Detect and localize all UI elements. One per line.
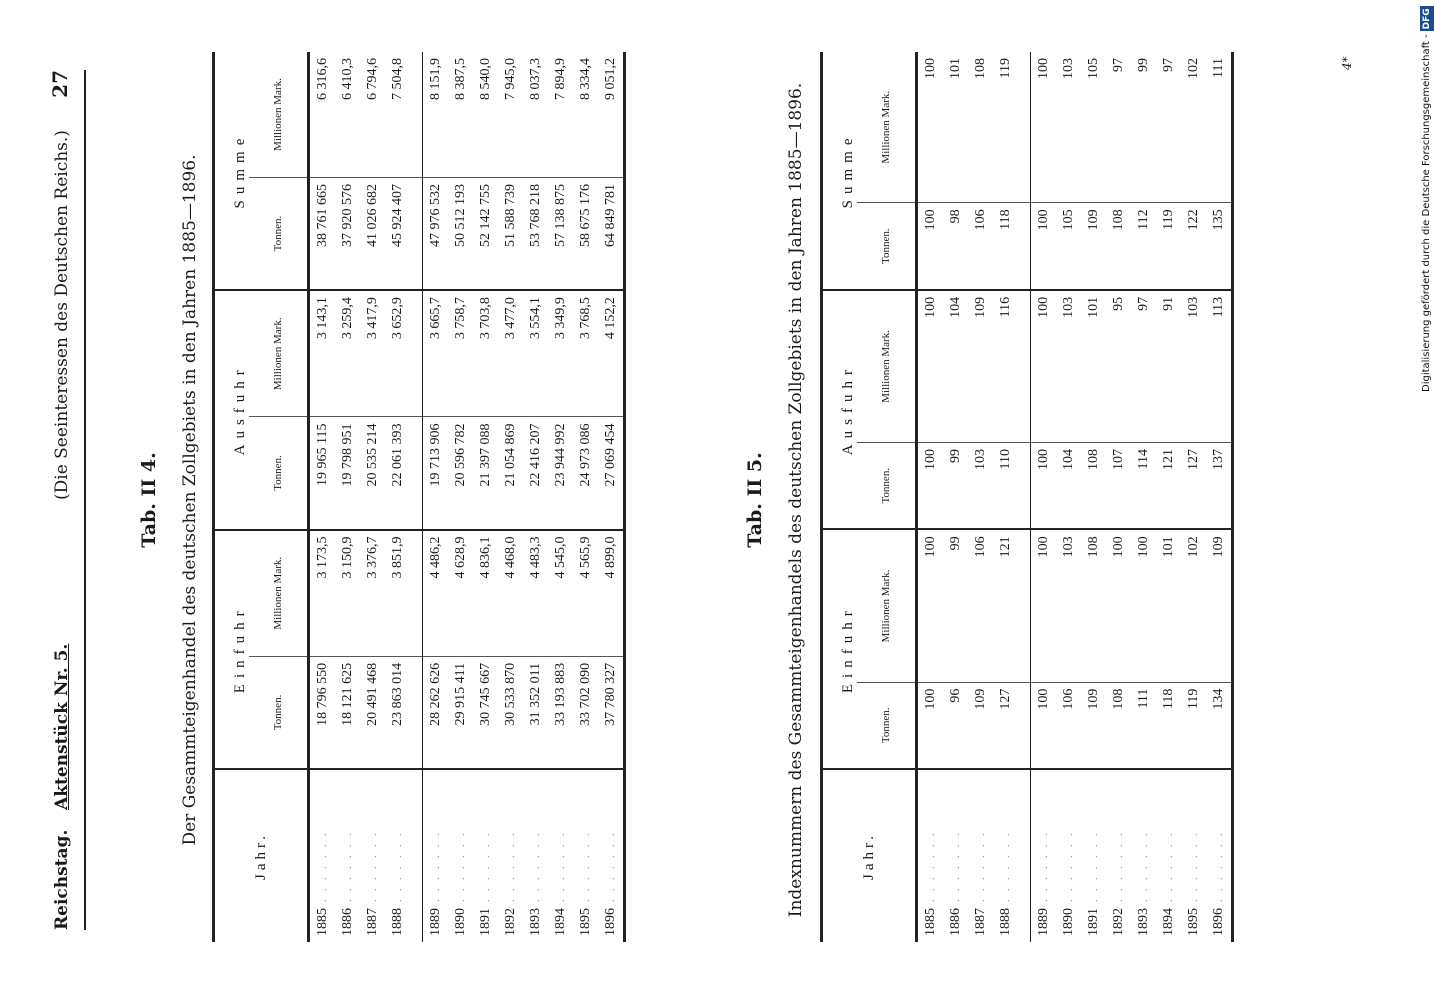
million-marks-cell: 103 (1056, 52, 1081, 203)
million-marks-cell: 7 504,8 (385, 52, 410, 177)
year-cell: 1885. . . . . . . (314, 830, 330, 936)
million-marks-cell: 4 468,0 (498, 530, 523, 657)
tons-cell: 109 (968, 682, 993, 769)
index-numbers-table (820, 52, 1234, 942)
tons-cell: 108 (1106, 203, 1131, 290)
million-marks-cell: 8 540,0 (473, 52, 498, 177)
year-cell: 1887. . . . . . . (364, 830, 380, 936)
tons-cell: 100 (1031, 203, 1057, 290)
table-row (1181, 52, 1206, 942)
subheader-million-marks: Millionen Mark. (249, 52, 309, 177)
million-marks-cell: 99 (943, 529, 968, 682)
tons-cell: 64 849 781 (598, 177, 625, 290)
group-header-einfuhr: Einfuhr (214, 530, 250, 769)
tons-cell: 119 (1156, 203, 1181, 290)
million-marks-cell: 7 894,9 (548, 52, 573, 177)
million-marks-cell: 99 (1131, 52, 1156, 203)
subheader-tons: Tonnen. (249, 177, 309, 290)
year-cell: 1886. . . . . . . (947, 830, 963, 936)
tons-cell: 37 920 576 (335, 177, 360, 290)
million-marks-cell: 3 143,1 (309, 290, 336, 417)
million-marks-cell: 97 (1156, 52, 1181, 203)
header-left: Reichstag. (52, 829, 72, 930)
leader-dots: . . . . . . . (925, 830, 937, 902)
tons-cell: 20 491 468 (360, 656, 385, 769)
tons-cell: 38 761 665 (309, 177, 336, 290)
tons-cell: 23 863 014 (385, 656, 410, 769)
leader-dots: . . . . . . . (1113, 830, 1125, 902)
year-cell: 1889. . . . . . . (427, 830, 443, 936)
tons-cell: 21 397 088 (473, 417, 498, 530)
year-cell: 1893. . . . . . . (527, 830, 543, 936)
million-marks-cell: 4 152,2 (598, 290, 625, 417)
tons-cell: 100 (917, 443, 944, 530)
million-marks-cell: 4 565,9 (573, 530, 598, 657)
million-marks-cell: 6 410,3 (335, 52, 360, 177)
million-marks-cell: 4 545,0 (548, 530, 573, 657)
tons-cell: 18 121 625 (335, 656, 360, 769)
table-row (1106, 52, 1131, 942)
tons-cell: 119 (1181, 682, 1206, 769)
tons-cell: 96 (943, 682, 968, 769)
header-middle: Aktenstück Nr. 5. (52, 643, 72, 810)
subheader-million-marks: Millionen Mark. (249, 530, 309, 657)
tons-cell: 127 (1181, 443, 1206, 530)
table-row (360, 52, 385, 942)
million-marks-cell: 102 (1181, 52, 1206, 203)
tons-cell: 52 142 755 (473, 177, 498, 290)
million-marks-cell: 109 (1206, 529, 1233, 682)
tons-cell: 53 768 218 (523, 177, 548, 290)
million-marks-cell: 9 051,2 (598, 52, 625, 177)
million-marks-cell: 3 758,7 (448, 290, 473, 417)
million-marks-cell: 8 037,3 (523, 52, 548, 177)
table1-caption: Der Gesammteigenhandel des deutschen Zollgebiets in den Jahren 1885—1896. (180, 154, 200, 846)
million-marks-cell: 8 334,4 (573, 52, 598, 177)
tons-cell: 50 512 193 (448, 177, 473, 290)
million-marks-cell: 6 794,6 (360, 52, 385, 177)
year-cell: 1896. . . . . . . (1206, 769, 1233, 942)
leader-dots: . . . . . . . (1038, 830, 1050, 902)
million-marks-cell: 3 376,7 (360, 530, 385, 657)
tons-cell: 105 (1056, 203, 1081, 290)
tons-cell: 106 (1056, 682, 1081, 769)
table-row (1031, 52, 1057, 942)
tons-cell: 98 (943, 203, 968, 290)
running-header (48, 70, 80, 930)
table2-title: Tab. II 5. (744, 452, 766, 548)
million-marks-cell: 3 768,5 (573, 290, 598, 417)
tons-cell: 37 780 327 (598, 656, 625, 769)
million-marks-cell: 101 (943, 52, 968, 203)
table-row (573, 52, 598, 942)
tons-cell: 109 (1081, 203, 1106, 290)
tons-cell: 127 (993, 682, 1018, 769)
group-header-ausfuhr: Ausfuhr (214, 290, 250, 529)
tons-cell: 30 745 667 (473, 656, 498, 769)
year-cell: 1893. . . . . . . (1135, 830, 1151, 936)
tons-cell: 137 (1206, 443, 1233, 530)
year-cell: 1892. . . . . . . (1110, 830, 1126, 936)
table-row (448, 52, 473, 942)
tons-cell: 19 798 951 (335, 417, 360, 530)
subheader-tons: Tonnen. (857, 203, 917, 290)
table-row (943, 52, 968, 942)
table-row (385, 52, 410, 942)
million-marks-cell: 106 (968, 529, 993, 682)
table-row (1156, 52, 1181, 942)
table2-body (917, 52, 1233, 942)
leader-dots: . . . . . . . (1163, 830, 1175, 902)
year-cell: 1896. . . . . . . (598, 769, 625, 942)
tons-cell: 47 976 532 (423, 177, 449, 290)
year-cell: 1885. . . . . . . (922, 830, 938, 936)
tons-cell: 114 (1131, 443, 1156, 530)
million-marks-cell: 4 899,0 (598, 530, 625, 657)
tons-cell: 45 924 407 (385, 177, 410, 290)
year-header: Jahr. (822, 769, 917, 942)
million-marks-cell: 3 259,4 (335, 290, 360, 417)
table-row (548, 52, 573, 942)
tons-cell: 100 (1031, 682, 1057, 769)
year-cell: 1888. . . . . . . (389, 830, 405, 936)
year-cell: 1890. . . . . . . (1060, 830, 1076, 936)
subheader-tons: Tonnen. (249, 417, 309, 530)
tons-cell: 22 416 207 (523, 417, 548, 530)
tons-cell: 18 796 550 (309, 656, 336, 769)
million-marks-cell: 104 (943, 290, 968, 443)
subheader-tons: Tonnen. (857, 443, 917, 530)
table-row (498, 52, 523, 942)
table-row (1081, 52, 1106, 942)
tons-cell: 108 (1081, 443, 1106, 530)
digitization-credit (1412, 0, 1434, 1000)
table-row (1131, 52, 1156, 942)
leader-dots: . . . . . . . (430, 830, 442, 902)
leader-dots: . . . . . . . (1000, 830, 1012, 902)
tons-cell: 118 (993, 203, 1018, 290)
group-header-summe: Summe (214, 52, 250, 290)
tons-cell: 29 915 411 (448, 656, 473, 769)
tons-cell: 100 (917, 682, 944, 769)
tons-cell: 134 (1206, 682, 1233, 769)
million-marks-cell: 103 (1056, 290, 1081, 443)
tons-cell: 23 944 992 (548, 417, 573, 530)
dfg-logo: DFG (1422, 8, 1432, 30)
table-row (335, 52, 360, 942)
million-marks-cell: 100 (1131, 529, 1156, 682)
leader-dots: . . . . . . . (975, 830, 987, 902)
leader-dots: . . . . . . . (392, 830, 404, 902)
tons-cell: 122 (1181, 203, 1206, 290)
tons-cell: 103 (968, 443, 993, 530)
year-cell: 1890. . . . . . . (452, 830, 468, 936)
leader-dots: . . . . . . . (530, 830, 542, 902)
million-marks-cell: 100 (1031, 529, 1057, 682)
table-row (523, 52, 548, 942)
period-separator (410, 52, 423, 942)
table1-body (309, 52, 625, 942)
leader-dots: . . . . . . . (1138, 830, 1150, 902)
million-marks-cell: 113 (1206, 290, 1233, 443)
table-row (1056, 52, 1081, 942)
subheader-million-marks: Millionen Mark. (249, 290, 309, 417)
tons-cell: 19 965 115 (309, 417, 336, 530)
year-cell: 1895. . . . . . . (1185, 830, 1201, 936)
year-cell: 1894. . . . . . . (1160, 830, 1176, 936)
tons-cell: 21 054 869 (498, 417, 523, 530)
tons-cell: 27 069 454 (598, 417, 625, 530)
tons-cell: 20 596 782 (448, 417, 473, 530)
subheader-million-marks: Millionen Mark. (857, 529, 917, 682)
million-marks-cell: 6 316,6 (309, 52, 336, 177)
million-marks-cell: 108 (1081, 529, 1106, 682)
leader-dots: . . . . . . . (1063, 830, 1075, 902)
million-marks-cell: 119 (993, 52, 1018, 203)
credit-text: Digitalisierung gefördert durch die Deutsche Forschungsgemeinschaft - (1421, 34, 1432, 392)
tons-cell: 107 (1106, 443, 1131, 530)
tons-cell: 108 (1106, 682, 1131, 769)
tons-cell: 109 (1081, 682, 1106, 769)
year-cell: 1894. . . . . . . (552, 830, 568, 936)
group-header-einfuhr: Einfuhr (822, 529, 858, 769)
million-marks-cell: 121 (993, 529, 1018, 682)
million-marks-cell: 111 (1206, 52, 1233, 203)
leader-dots: . . . . . . . (1188, 830, 1200, 902)
group-header-ausfuhr: Ausfuhr (822, 290, 858, 530)
million-marks-cell: 3 665,7 (423, 290, 449, 417)
leader-dots: . . . . . . . (555, 830, 567, 902)
subheader-million-marks: Millionen Mark. (857, 290, 917, 443)
leader-dots: . . . . . . . (480, 830, 492, 902)
table1-title: Tab. II 4. (138, 452, 160, 548)
million-marks-cell: 3 703,8 (473, 290, 498, 417)
tons-cell: 41 026 682 (360, 177, 385, 290)
header-right: (Die Seeinteressen des Deutschen Reichs.) (52, 130, 72, 500)
tons-cell: 58 675 176 (573, 177, 598, 290)
tons-cell: 112 (1131, 203, 1156, 290)
subheader-tons: Tonnen. (857, 682, 917, 769)
leader-dots: . . . . . . . (1213, 830, 1225, 902)
tons-cell: 31 352 011 (523, 656, 548, 769)
year-cell: 1887. . . . . . . (972, 830, 988, 936)
trade-volume-table (212, 52, 626, 942)
year-cell: 1889. . . . . . . (1035, 830, 1051, 936)
year-cell: 1891. . . . . . . (1085, 830, 1101, 936)
leader-dots: . . . . . . . (342, 830, 354, 902)
tons-cell: 33 193 883 (548, 656, 573, 769)
million-marks-cell: 102 (1181, 529, 1206, 682)
million-marks-cell: 100 (917, 290, 944, 443)
table-row (993, 52, 1018, 942)
million-marks-cell: 109 (968, 290, 993, 443)
year-cell: 1892. . . . . . . (502, 830, 518, 936)
million-marks-cell: 4 486,2 (423, 530, 449, 657)
subheader-tons: Tonnen. (249, 656, 309, 769)
leader-dots: . . . . . . . (580, 830, 592, 902)
tons-cell: 33 702 090 (573, 656, 598, 769)
table2-caption: Indexnummern des Gesammteigenhandels des deutschen Zollgebiets in den Jahren 1885—1896. (786, 82, 806, 918)
million-marks-cell: 4 836,1 (473, 530, 498, 657)
leader-dots: . . . . . . . (317, 830, 329, 902)
header-rule (84, 70, 86, 930)
million-marks-cell: 100 (917, 52, 944, 203)
year-cell: 1895. . . . . . . (577, 830, 593, 936)
leader-dots: . . . . . . . (605, 830, 617, 902)
million-marks-cell: 8 151,9 (423, 52, 449, 177)
page-signature: 4* (1340, 56, 1354, 70)
tons-cell: 110 (993, 443, 1018, 530)
leader-dots: . . . . . . . (950, 830, 962, 902)
tons-cell: 30 533 870 (498, 656, 523, 769)
million-marks-cell: 4 483,3 (523, 530, 548, 657)
tons-cell: 100 (917, 203, 944, 290)
million-marks-cell: 3 851,9 (385, 530, 410, 657)
million-marks-cell: 3 417,9 (360, 290, 385, 417)
million-marks-cell: 103 (1056, 529, 1081, 682)
tons-cell: 118 (1156, 682, 1181, 769)
million-marks-cell: 103 (1181, 290, 1206, 443)
million-marks-cell: 97 (1106, 52, 1131, 203)
leader-dots: . . . . . . . (505, 830, 517, 902)
tons-cell: 51 588 739 (498, 177, 523, 290)
million-marks-cell: 8 387,5 (448, 52, 473, 177)
table-row (423, 52, 449, 942)
subheader-million-marks: Millionen Mark. (857, 52, 917, 203)
million-marks-cell: 3 349,9 (548, 290, 573, 417)
tons-cell: 121 (1156, 443, 1181, 530)
million-marks-cell: 108 (968, 52, 993, 203)
table-row (968, 52, 993, 942)
year-cell: 1888. . . . . . . (997, 830, 1013, 936)
tons-cell: 20 535 214 (360, 417, 385, 530)
million-marks-cell: 3 652,9 (385, 290, 410, 417)
year-cell: 1886. . . . . . . (339, 830, 355, 936)
table-row (598, 52, 625, 942)
million-marks-cell: 3 150,9 (335, 530, 360, 657)
million-marks-cell: 3 554,1 (523, 290, 548, 417)
table-row (1206, 52, 1233, 942)
million-marks-cell: 4 628,9 (448, 530, 473, 657)
tons-cell: 57 138 875 (548, 177, 573, 290)
million-marks-cell: 91 (1156, 290, 1181, 443)
page-number: 27 (48, 70, 72, 98)
tons-cell: 104 (1056, 443, 1081, 530)
million-marks-cell: 100 (1106, 529, 1131, 682)
million-marks-cell: 116 (993, 290, 1018, 443)
million-marks-cell: 101 (1156, 529, 1181, 682)
million-marks-cell: 100 (1031, 52, 1057, 203)
leader-dots: . . . . . . . (1088, 830, 1100, 902)
million-marks-cell: 100 (917, 529, 944, 682)
tons-cell: 24 973 086 (573, 417, 598, 530)
group-header-summe: Summe (822, 52, 858, 290)
million-marks-cell: 3 477,0 (498, 290, 523, 417)
million-marks-cell: 7 945,0 (498, 52, 523, 177)
period-separator (1018, 52, 1031, 942)
tons-cell: 99 (943, 443, 968, 530)
million-marks-cell: 101 (1081, 290, 1106, 443)
table-row (917, 52, 944, 942)
tons-cell: 22 061 393 (385, 417, 410, 530)
million-marks-cell: 105 (1081, 52, 1106, 203)
year-header: Jahr. (214, 769, 309, 942)
table-row (309, 52, 336, 942)
tons-cell: 135 (1206, 203, 1233, 290)
million-marks-cell: 100 (1031, 290, 1057, 443)
million-marks-cell: 97 (1131, 290, 1156, 443)
tons-cell: 100 (1031, 443, 1057, 530)
table-row (473, 52, 498, 942)
leader-dots: . . . . . . . (367, 830, 379, 902)
million-marks-cell: 95 (1106, 290, 1131, 443)
tons-cell: 106 (968, 203, 993, 290)
tons-cell: 111 (1131, 682, 1156, 769)
year-cell: 1891. . . . . . . (477, 830, 493, 936)
tons-cell: 19 713 906 (423, 417, 449, 530)
leader-dots: . . . . . . . (455, 830, 467, 902)
million-marks-cell: 3 173,5 (309, 530, 336, 657)
tons-cell: 28 262 626 (423, 656, 449, 769)
